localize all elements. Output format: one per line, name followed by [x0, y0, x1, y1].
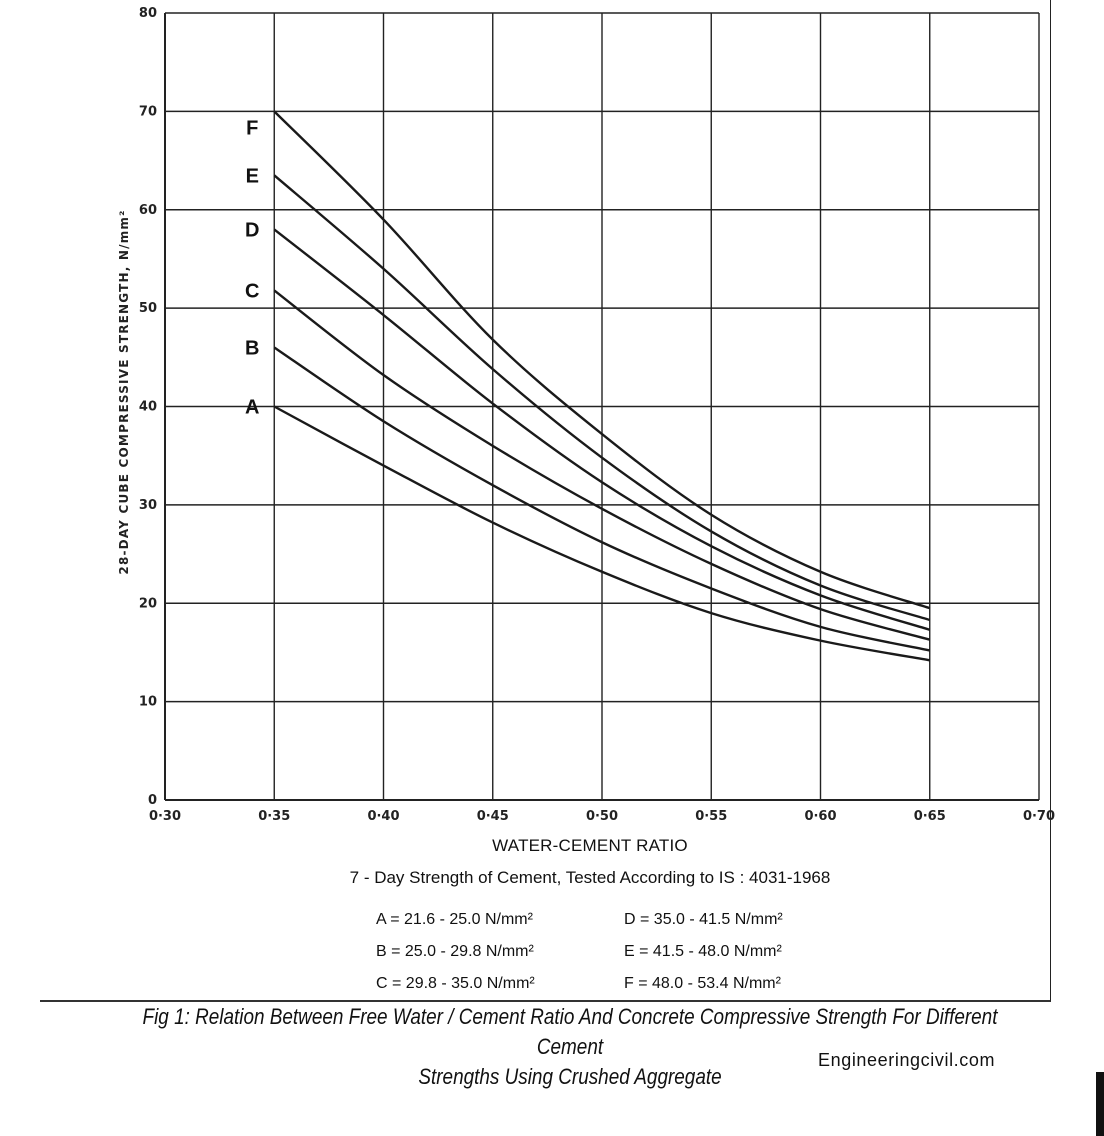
- x-tick-label: 0·40: [367, 809, 400, 824]
- curve-label-d: D: [245, 219, 260, 242]
- legend-entry-c: C = 29.8 - 35.0 N/mm²: [376, 975, 535, 992]
- legend-entry-b: B = 25.0 - 29.8 N/mm²: [376, 943, 534, 960]
- legend-left: [376, 904, 535, 1000]
- y-tick-label: 10: [138, 694, 157, 710]
- legend-entry-e: E = 41.5 - 48.0 N/mm²: [624, 943, 782, 960]
- curve-label-f: F: [246, 117, 259, 140]
- x-tick-label: 0·70: [1022, 809, 1056, 824]
- legend-entry-d: D = 35.0 - 41.5 N/mm²: [624, 911, 783, 928]
- x-tick-label: 0·30: [148, 809, 182, 824]
- curve-label-e: E: [245, 165, 259, 188]
- figure-caption: [114, 1002, 1026, 1092]
- legend-subtitle: 7 - Day Strength of Cement, Tested According to IS : 4031-1968: [349, 868, 831, 887]
- y-tick-label: 0: [147, 793, 157, 808]
- y-tick-label: 40: [138, 399, 157, 415]
- caption-line-1: Fig 1: Relation Between Free Water / Cement Ratio And Concrete Compressive Strength For Different Cement: [142, 1004, 998, 1059]
- curve-label-c: C: [245, 280, 260, 303]
- x-tick-label: 0·55: [695, 809, 728, 824]
- caption-line-2: Strengths Using Crushed Aggregate: [418, 1064, 722, 1089]
- x-tick-label: 0·60: [804, 809, 837, 824]
- y-tick-label: 50: [138, 301, 157, 317]
- y-tick-label: 80: [138, 6, 157, 21]
- y-tick-label: 70: [138, 104, 157, 120]
- x-axis-title: WATER-CEMENT RATIO: [492, 836, 688, 855]
- y-tick-label: 30: [138, 497, 157, 513]
- legend-entry-a: A = 21.6 - 25.0 N/mm²: [376, 911, 533, 928]
- curve-label-a: A: [245, 396, 260, 419]
- curve-label-b: B: [245, 337, 260, 360]
- y-tick-label: 20: [138, 596, 157, 612]
- x-tick-label: 0·65: [913, 809, 946, 824]
- watermark: Engineeringcivil.com: [818, 1050, 996, 1070]
- y-tick-label: 60: [138, 202, 157, 218]
- y-axis-title: 28-DAY CUBE COMPRESSIVE STRENGTH, N/mm²: [117, 209, 131, 575]
- x-tick-label: 0·35: [258, 809, 291, 824]
- x-tick-label: 0·50: [585, 809, 619, 824]
- legend-entry-f: F = 48.0 - 53.4 N/mm²: [624, 975, 781, 992]
- curves: [245, 111, 930, 660]
- scan-edge: [1096, 1072, 1104, 1136]
- x-tick-label: 0·45: [476, 809, 509, 824]
- legend-right: [624, 904, 783, 1000]
